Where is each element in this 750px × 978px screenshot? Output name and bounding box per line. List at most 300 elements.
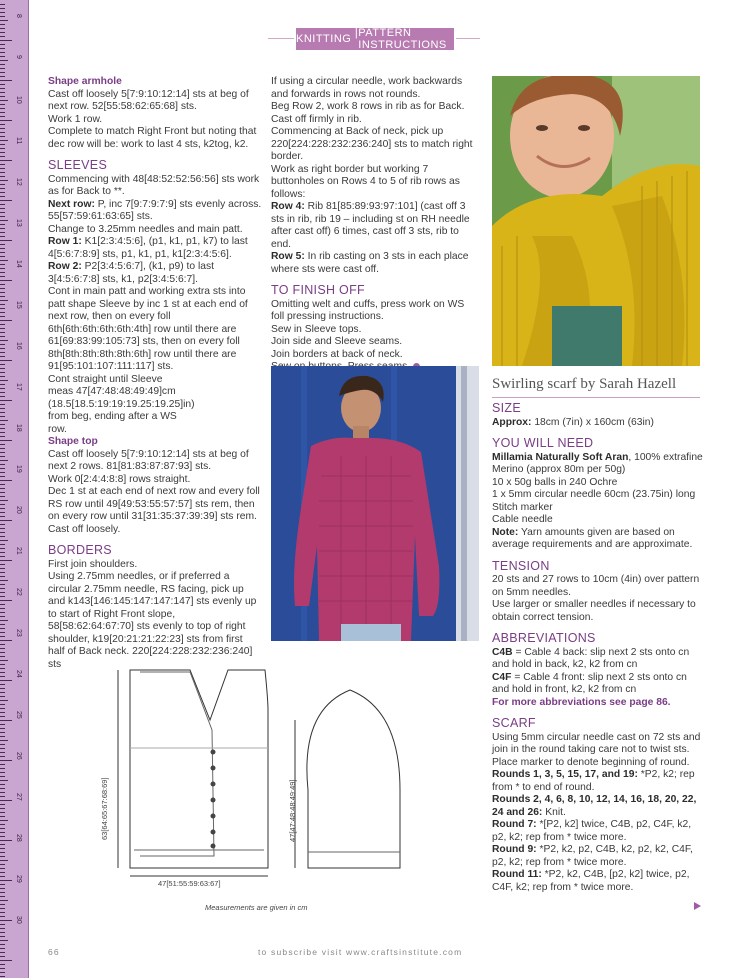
ruler-tick <box>0 412 5 413</box>
ruler-number: 23 <box>15 629 22 637</box>
row-label: Row 5: <box>271 251 305 262</box>
ruler-tick <box>0 324 5 325</box>
ruler-tick <box>0 332 5 333</box>
ruler-number: 16 <box>15 342 22 350</box>
paragraph: Cast off firmly in rib. <box>271 113 362 125</box>
ruler-tick <box>0 48 5 49</box>
heading-size: SIZE <box>492 401 521 415</box>
ruler-tick <box>0 536 5 537</box>
ruler-tick <box>0 208 5 209</box>
ruler-tick <box>0 124 5 125</box>
ruler-tick <box>0 292 5 293</box>
ruler-tick <box>0 128 5 129</box>
ruler-tick <box>0 928 5 929</box>
ruler-tick <box>0 152 5 153</box>
ruler-tick <box>0 508 5 509</box>
ruler-number: 22 <box>15 588 22 596</box>
paragraph: 20 sts and 27 rows to 10cm (4in) over pattern on 5mm needles. <box>492 574 700 598</box>
ruler-tick <box>0 860 8 861</box>
ruler-tick <box>0 112 5 113</box>
ruler-tick <box>0 868 5 869</box>
ruler-tick <box>0 84 5 85</box>
section-tag: KNITTING | PATTERN INSTRUCTIONS <box>296 28 454 50</box>
ruler-tick <box>0 216 5 217</box>
heading-finish-off: TO FINISH OFF <box>271 283 365 297</box>
ruler-tick <box>0 228 5 229</box>
side-ruler <box>0 0 29 978</box>
ruler-tick <box>0 560 12 561</box>
ruler-number: 27 <box>15 793 22 801</box>
ruler-tick <box>0 912 5 913</box>
ruler-tick <box>0 424 5 425</box>
label: Round 9: <box>492 844 537 855</box>
subscribe-link[interactable]: to subscribe visit www.craftsinstitute.com <box>258 947 463 957</box>
ruler-tick <box>0 436 5 437</box>
ruler-tick <box>0 740 8 741</box>
paragraph: Use larger or smaller needles if necessary to obtain correct tension. <box>492 599 696 623</box>
ruler-tick <box>0 748 5 749</box>
ruler-tick <box>0 580 8 581</box>
row-label: Next row: <box>48 198 95 210</box>
ruler-tick <box>0 28 5 29</box>
ruler-tick <box>0 88 5 89</box>
ruler-tick <box>0 260 8 261</box>
scarf-caption: Swirling scarf by Sarah Hazell <box>492 376 700 398</box>
paragraph: Commencing at Back of neck, pick up 220[224:228:232:236:240] sts to match right border. <box>271 126 473 162</box>
ruler-tick <box>0 492 5 493</box>
ruler-tick <box>0 168 5 169</box>
section-label: KNITTING <box>296 33 352 45</box>
ruler-tick <box>0 900 8 901</box>
paragraph: Join borders at back of neck. <box>271 348 403 360</box>
paragraph: Omitting welt and cuffs, press work on WS foll pressing instructions. <box>271 298 465 322</box>
ruler-tick <box>0 684 5 685</box>
ruler-tick <box>0 724 5 725</box>
heading-scarf: SCARF <box>492 716 536 730</box>
ruler-number: 24 <box>15 670 22 678</box>
ruler-number: 19 <box>15 465 22 473</box>
ruler-tick <box>0 144 5 145</box>
ruler-tick <box>0 212 5 213</box>
ruler-tick <box>0 576 5 577</box>
ruler-tick <box>0 720 12 721</box>
paragraph <box>492 819 704 844</box>
ruler-tick <box>0 892 5 893</box>
ruler-number: 29 <box>15 875 22 883</box>
ruler-tick <box>0 308 5 309</box>
ruler-tick <box>0 768 5 769</box>
ruler-tick <box>0 32 5 33</box>
ruler-tick <box>0 712 5 713</box>
ruler-tick <box>0 196 5 197</box>
ruler-tick <box>0 920 12 921</box>
heading-abbreviations: ABBREVIATIONS <box>492 631 596 645</box>
ruler-tick <box>0 356 5 357</box>
column-1 <box>48 76 262 671</box>
paragraph: If using a circular needle, work backwards and forwards in rows not rounds. <box>271 76 463 100</box>
ruler-tick <box>0 692 5 693</box>
ruler-tick <box>0 608 5 609</box>
ruler-tick <box>0 632 5 633</box>
ruler-tick <box>0 944 5 945</box>
ruler-tick <box>0 696 5 697</box>
paragraph: Cont straight until Sleeve meas 47[47:48:48:49:49]cm (18.5[18.5:19:19:19.25:19.25]in) from beg, ending after a WS row. <box>48 373 195 435</box>
ruler-tick <box>0 796 5 797</box>
section-sub-label: PATTERN INSTRUCTIONS <box>358 27 447 51</box>
paragraph <box>492 672 704 697</box>
scarf-photo <box>492 76 700 366</box>
label: Round 7: <box>492 819 537 830</box>
ruler-tick <box>0 872 5 873</box>
ruler-tick <box>0 708 5 709</box>
ruler-tick <box>0 52 5 53</box>
paragraph <box>271 201 479 251</box>
scarf-illustration <box>492 76 700 366</box>
continue-arrow-icon <box>694 902 701 910</box>
ruler-tick <box>0 452 5 453</box>
subheading-shape-armhole: Shape armhole <box>48 76 122 87</box>
ruler-tick <box>0 280 12 281</box>
ruler-tick <box>0 616 5 617</box>
label: Approx: <box>492 416 532 428</box>
paragraph: Cast off loosely. <box>48 523 121 535</box>
ruler-tick <box>0 240 12 241</box>
ruler-tick <box>0 352 5 353</box>
ruler-tick <box>0 72 5 73</box>
ruler-tick <box>0 744 5 745</box>
ruler-tick <box>0 688 5 689</box>
paragraph: Commencing with 48[48:52:52:56:56] sts work as for Back to **. <box>48 173 260 197</box>
ruler-tick <box>0 104 5 105</box>
ruler-tick <box>0 380 8 381</box>
ruler-number: 28 <box>15 834 22 842</box>
ruler-tick <box>0 772 5 773</box>
column-2 <box>271 76 479 374</box>
ruler-tick <box>0 432 5 433</box>
ruler-tick <box>0 640 12 641</box>
ruler-tick <box>0 176 5 177</box>
ruler-tick <box>0 728 5 729</box>
ruler-tick <box>0 556 5 557</box>
ruler-tick <box>0 908 5 909</box>
sweater-illustration <box>271 366 479 641</box>
ruler-tick <box>0 780 8 781</box>
ruler-tick <box>0 828 5 829</box>
paragraph: Cast off loosely 5[7:9:10:12:14] sts at beg of next row. 52[55:58:62:65:68] sts. <box>48 88 249 112</box>
ruler-tick <box>0 180 8 181</box>
ruler-tick <box>0 136 5 137</box>
heading-you-will-need: YOU WILL NEED <box>492 436 594 450</box>
ruler-tick <box>0 312 5 313</box>
ruler-number: 21 <box>15 547 22 555</box>
ruler-tick <box>0 840 12 841</box>
paragraph: First join shoulders. <box>48 558 138 570</box>
ruler-tick <box>0 264 5 265</box>
ruler-tick <box>0 400 12 401</box>
paragraph: Work 1 row. <box>48 113 103 125</box>
ruler-tick <box>0 36 5 37</box>
ruler-number: 11 <box>15 137 22 145</box>
ruler-tick <box>0 8 5 9</box>
label: Note: <box>492 526 519 538</box>
ruler-tick <box>0 976 5 977</box>
text: , 100% extrafine Merino (approx 80m per 50g) <box>492 451 703 475</box>
column-3 <box>492 400 704 894</box>
button-icon <box>211 830 216 835</box>
ruler-tick <box>0 864 5 865</box>
paragraph: 1 x 5mm circular needle 60cm (23.75in) long <box>492 489 696 500</box>
row-label: Row 1: <box>48 236 82 247</box>
ruler-tick <box>0 824 5 825</box>
label: C4B <box>492 646 513 658</box>
paragraph: Beg Row 2, work 8 rows in rib as for Back. <box>271 101 465 112</box>
ruler-tick <box>0 652 5 653</box>
ruler-number: 10 <box>15 96 22 104</box>
button-icon <box>211 844 216 849</box>
ruler-tick <box>0 940 8 941</box>
ruler-tick <box>0 676 5 677</box>
ruler-tick <box>0 520 12 521</box>
ruler-tick <box>0 532 5 533</box>
ruler-tick <box>0 672 5 673</box>
ruler-number: 26 <box>15 752 22 760</box>
ruler-tick <box>0 340 8 341</box>
ruler-tick <box>0 528 5 529</box>
ruler-tick <box>0 56 5 57</box>
paragraph: Cast off loosely 5[7:9:10:12:14] sts at beg of next 2 rows. 81[81:83:87:87:93] sts. <box>48 448 249 472</box>
ruler-tick <box>0 844 5 845</box>
button-icon <box>211 782 216 787</box>
ruler-tick <box>0 588 5 589</box>
ruler-tick <box>0 484 5 485</box>
paragraph: Join side and Sleeve seams. <box>271 336 403 347</box>
body-outline <box>130 670 268 868</box>
ruler-tick <box>0 808 5 809</box>
ruler-tick <box>0 788 5 789</box>
ruler-tick <box>0 460 8 461</box>
paragraph: Dec 1 st at each end of next row and every foll RS row until 49[49:53:55:57:57] sts rem, then on every row until 31[31:35:37:39:39] sts rem. <box>48 486 260 522</box>
paragraph: Work 0[2:4:4:8:8] rows straight. <box>48 473 191 485</box>
heading-sleeves: SLEEVES <box>48 158 108 172</box>
ruler-tick <box>0 668 5 669</box>
paragraph: Complete to match Right Front but noting that dec row will be: work to last 4 sts, k2tog, k2. <box>48 126 257 150</box>
ruler-tick <box>0 816 5 817</box>
ruler-tick <box>0 916 5 917</box>
ruler-tick <box>0 820 8 821</box>
ruler-tick <box>0 968 5 969</box>
ruler-tick <box>0 448 5 449</box>
ruler-tick <box>0 284 5 285</box>
ruler-tick <box>0 304 5 305</box>
ruler-tick <box>0 624 5 625</box>
page-number: 66 <box>48 947 60 957</box>
ruler-tick <box>0 16 5 17</box>
ruler-tick <box>0 612 5 613</box>
paragraph: 10 x 50g balls in 240 Ochre <box>492 476 618 488</box>
ruler-tick <box>0 64 5 65</box>
ruler-tick <box>0 472 5 473</box>
schematic-diagram <box>90 660 430 890</box>
ruler-tick <box>0 232 5 233</box>
body-width-label: 47[51:55:59:63:67] <box>158 879 221 888</box>
paragraph <box>492 844 704 869</box>
button-icon <box>211 766 216 771</box>
ruler-tick <box>0 4 5 5</box>
text: = Cable 4 back: slip next 2 sts onto cn and hold in back, k2, k2 from cn <box>492 646 690 670</box>
ruler-tick <box>0 76 5 77</box>
ruler-tick <box>0 376 5 377</box>
ruler-tick <box>0 288 5 289</box>
row-text: K1[2:3:4:5:6], (p1, k1, p1, k7) to last 4[5:6:7:8:9] sts, p1, k1, p1, k1[2:3:4:5:6]. <box>48 236 248 260</box>
ruler-tick <box>0 896 5 897</box>
ruler-tick <box>0 760 12 761</box>
ruler-tick <box>0 852 5 853</box>
ruler-tick <box>0 644 5 645</box>
ruler-tick <box>0 204 5 205</box>
header-rule-right <box>456 38 480 39</box>
ruler-tick <box>0 776 5 777</box>
ruler-tick <box>0 660 8 661</box>
ruler-number: 14 <box>15 260 22 268</box>
ruler-tick <box>0 972 5 973</box>
row-text: P, inc 7[9:7:9:7:9] sts evenly across. 55[57:59:61:63:65] sts. <box>48 198 262 222</box>
button-icon <box>211 750 216 755</box>
ruler-tick <box>0 440 12 441</box>
ruler-tick <box>0 200 12 201</box>
paragraph: Work as right border but working 7 buttonholes on Rows 4 to 5 of rib rows as follows: <box>271 163 460 200</box>
row-label: Row 2: <box>48 261 82 272</box>
ruler-tick <box>0 60 8 61</box>
paragraph <box>48 261 262 286</box>
heading-borders: BORDERS <box>48 543 112 557</box>
ruler-tick <box>0 92 5 93</box>
ruler-number: 20 <box>15 506 22 514</box>
paragraph: Using 5mm circular needle cast on 72 sts and join in the round taking care not to twist sts. Place marker to denote beginning of round. <box>492 731 701 768</box>
ruler-tick <box>0 252 5 253</box>
ruler-tick <box>0 80 12 81</box>
paragraph <box>48 199 262 224</box>
ruler-tick <box>0 96 5 97</box>
paragraph: Stitch marker <box>492 501 553 513</box>
ruler-tick <box>0 500 8 501</box>
ruler-tick <box>0 664 5 665</box>
ruler-tick <box>0 836 5 837</box>
ruler-tick <box>0 568 5 569</box>
ruler-tick <box>0 848 5 849</box>
ruler-tick <box>0 876 5 877</box>
ruler-tick <box>0 904 5 905</box>
ruler-tick <box>0 832 5 833</box>
label: Round 11: <box>492 869 542 880</box>
paragraph <box>492 417 704 430</box>
ruler-number: 13 <box>15 219 22 227</box>
ruler-tick <box>0 268 5 269</box>
text: *[P2, k2] twice, C4B, p2, C4F, k2, p2, k2; rep from * twice more. <box>492 819 692 843</box>
ruler-tick <box>0 800 12 801</box>
ruler-tick <box>0 464 5 465</box>
ruler-tick <box>0 408 5 409</box>
row-label: Row 4: <box>271 201 305 212</box>
text: *P2, k2, C4B, [p2, k2] twice, p2, C4F, k2; rep from * twice more. <box>492 869 690 893</box>
sleeve-length-label: 47[47:48:48:49:49] <box>288 779 297 842</box>
ruler-tick <box>0 756 5 757</box>
ruler-tick <box>0 548 5 549</box>
ruler-tick <box>0 496 5 497</box>
ruler-tick <box>0 540 8 541</box>
measurements-note: Measurements are given in cm <box>205 903 308 912</box>
text: Knit. <box>542 806 566 818</box>
ruler-tick <box>0 812 5 813</box>
ruler-tick <box>0 804 5 805</box>
ruler-tick <box>0 524 5 525</box>
body-height-label: 63[64:65:67:68:69] <box>100 777 109 840</box>
ruler-tick <box>0 456 5 457</box>
ruler-tick <box>0 932 5 933</box>
ruler-tick <box>0 300 8 301</box>
ruler-tick <box>0 628 5 629</box>
paragraph <box>492 794 704 819</box>
label: Rounds 2, 4, 6, 8, 10, 12, 14, 16, 18, 20, 22, 24 and 26: <box>492 794 697 818</box>
ruler-tick <box>0 396 5 397</box>
sleeve-outline <box>307 690 400 868</box>
ruler-number: 12 <box>15 178 22 186</box>
ruler-tick <box>0 764 5 765</box>
ruler-tick <box>0 960 12 961</box>
ruler-number: 30 <box>15 916 22 924</box>
ruler-tick <box>0 428 5 429</box>
button-icon <box>211 798 216 803</box>
header-rule-left <box>268 38 294 39</box>
ruler-tick <box>0 192 5 193</box>
paragraph <box>492 527 704 552</box>
ruler-tick <box>0 884 5 885</box>
paragraph: Cont in main patt and working extra sts into patt shape Sleeve by inc 1 st at each end of next row, then on every foll 6th[6th:6th:6th:6th:4th] row until there are 61[69:83:99:105:73] sts, then on every foll 8th[8th:8th:8th:8th:6th] row until there are 91[95:101:107:111:117] sts. <box>48 286 248 372</box>
ruler-tick <box>0 108 5 109</box>
paragraph: Cable needle <box>492 514 553 525</box>
ruler-tick <box>0 364 5 365</box>
ruler-tick <box>0 40 12 41</box>
ruler-tick <box>0 648 5 649</box>
ruler-tick <box>0 44 5 45</box>
ruler-tick <box>0 348 5 349</box>
text: = Cable 4 front: slip next 2 sts onto cn and hold in front, k2, k2 from cn <box>492 671 687 695</box>
ruler-tick <box>0 188 5 189</box>
ruler-tick <box>0 320 12 321</box>
ruler-number: 18 <box>15 424 22 432</box>
sweater-photo <box>271 366 479 641</box>
ruler-tick <box>0 372 5 373</box>
ruler-tick <box>0 276 5 277</box>
ruler-tick <box>0 388 5 389</box>
ruler-tick <box>0 384 5 385</box>
ruler-tick <box>0 404 5 405</box>
paragraph <box>492 452 704 477</box>
paragraph <box>492 869 704 894</box>
ruler-tick <box>0 476 5 477</box>
ruler-tick <box>0 656 5 657</box>
text: 18cm (7in) x 160cm (63in) <box>531 416 654 428</box>
ruler-tick <box>0 316 5 317</box>
heading-tension: TENSION <box>492 558 550 573</box>
ruler-tick <box>0 336 5 337</box>
ruler-tick <box>0 220 8 221</box>
ruler-tick <box>0 164 5 165</box>
abbreviations-link[interactable]: For more abbreviations see page 86. <box>492 696 671 708</box>
ruler-tick <box>0 224 5 225</box>
text: Yarn amounts given are based on average requirements and are approximate. <box>492 526 693 550</box>
ruler-tick <box>0 732 5 733</box>
ruler-tick <box>0 172 5 173</box>
